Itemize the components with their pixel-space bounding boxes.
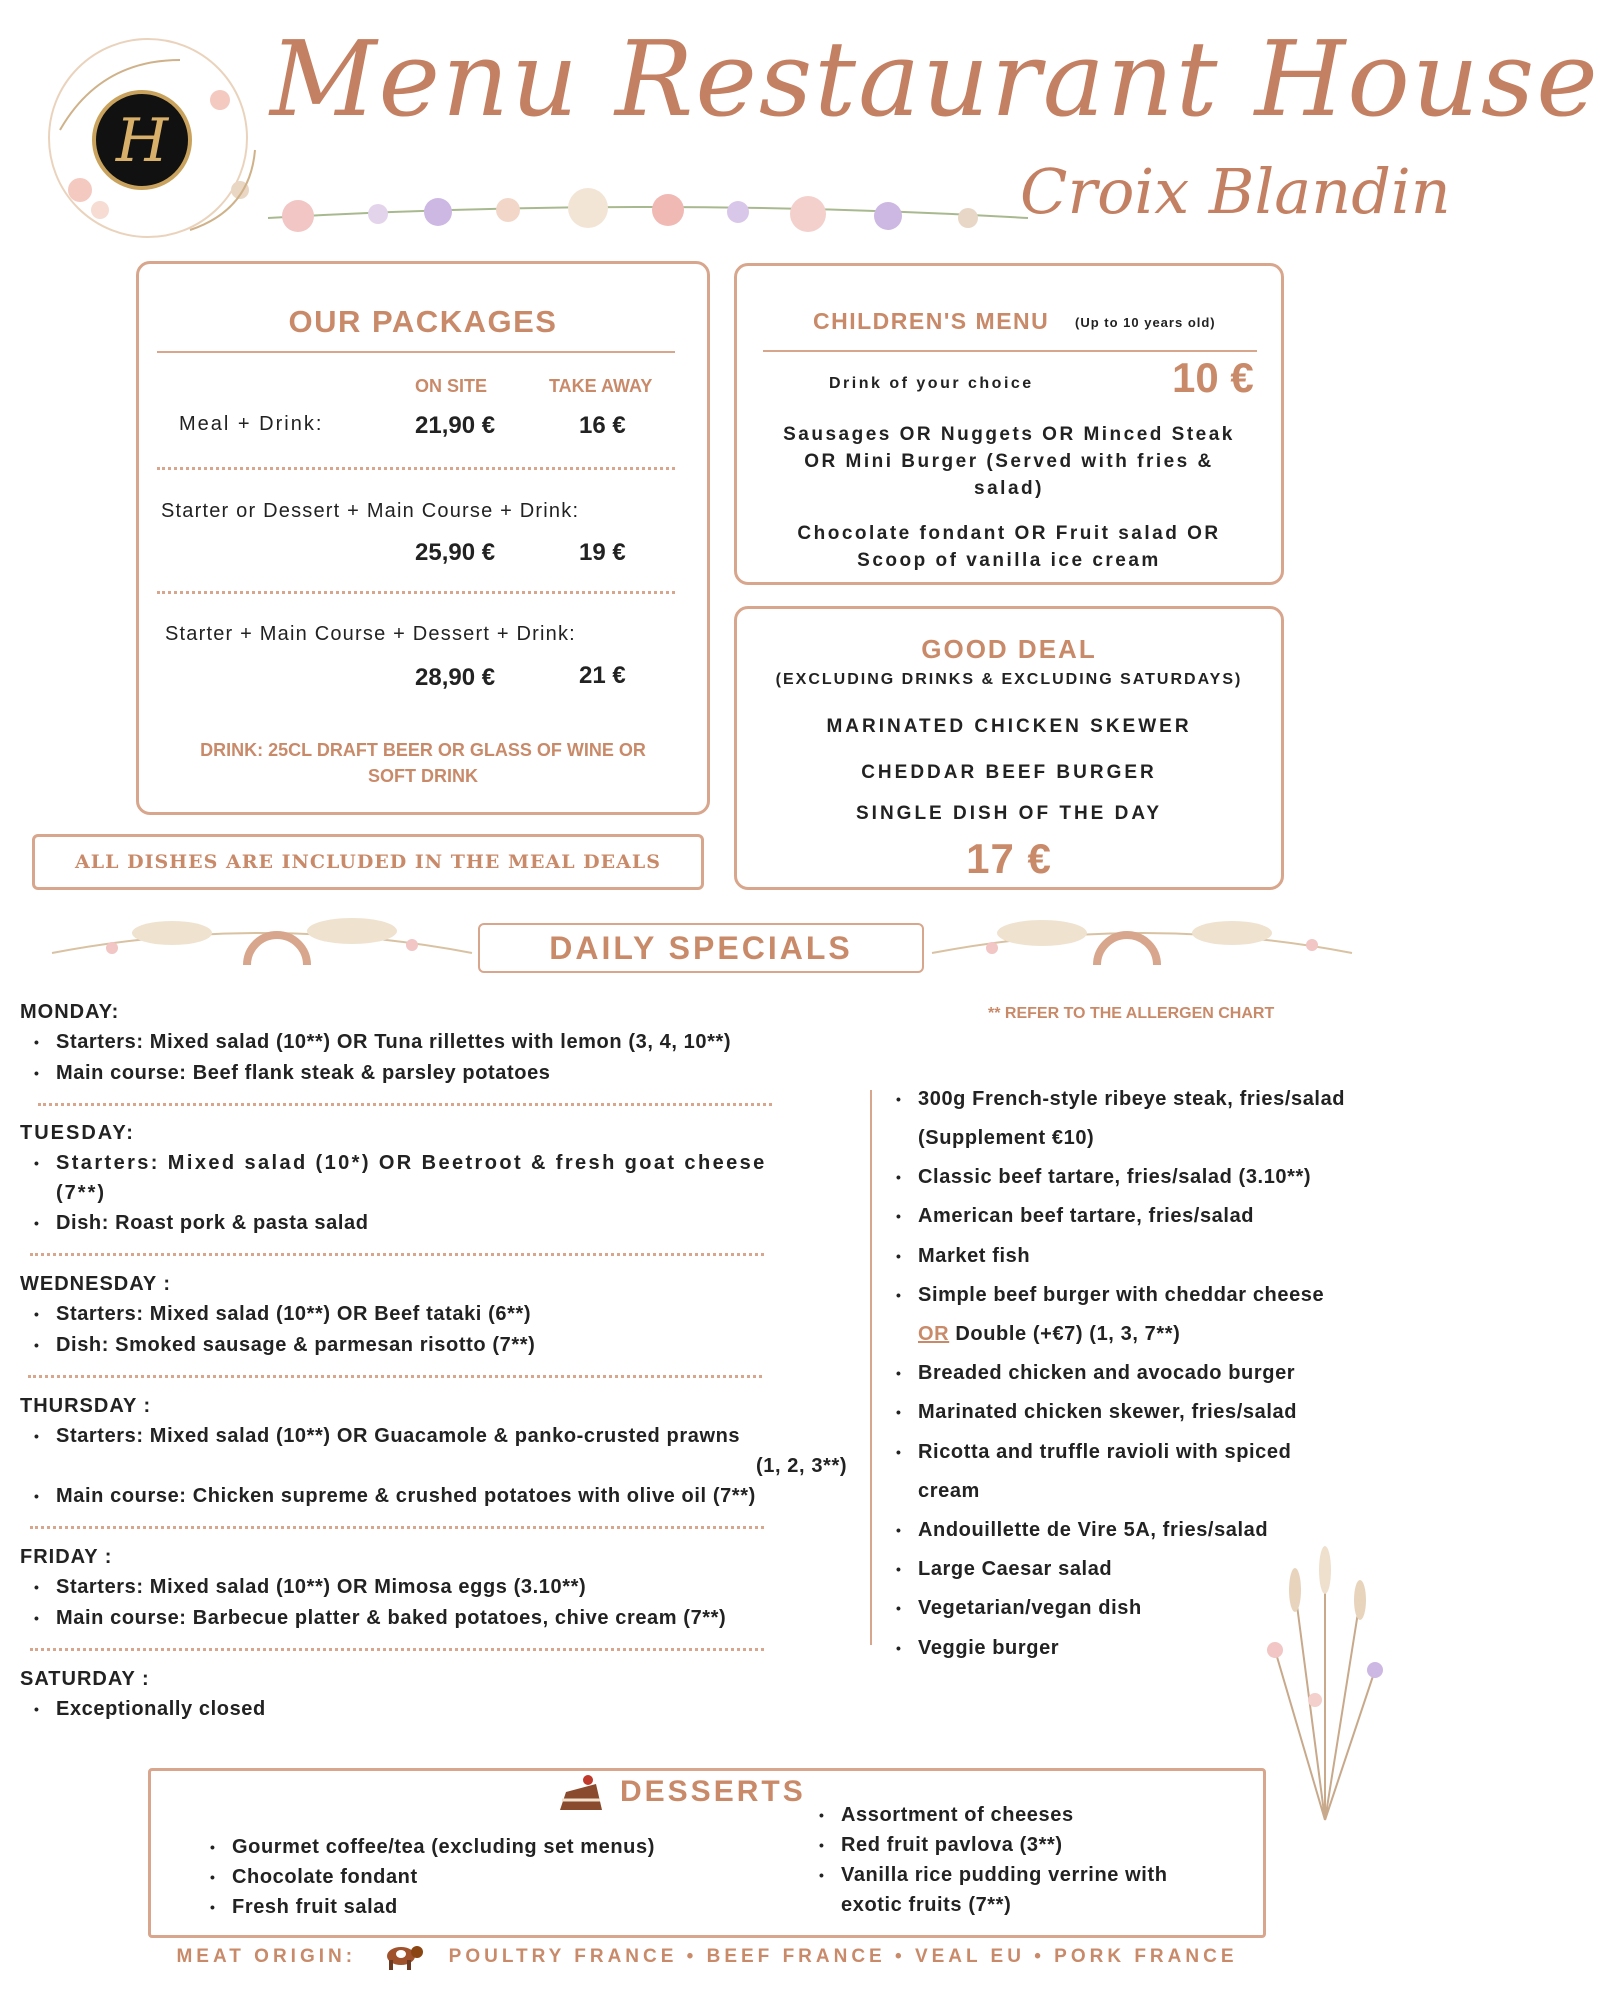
desserts-title: DESSERTS xyxy=(620,1775,806,1808)
list-item: • Simple beef burger with cheddar cheese xyxy=(918,1284,1324,1307)
package-price-on-site: 21,90 € xyxy=(415,412,496,439)
list-item: • Vegetarian/vegan dish xyxy=(918,1597,1142,1620)
included-note-box xyxy=(32,834,704,890)
good-deal-card xyxy=(734,606,1284,890)
col-on-site: ON SITE xyxy=(415,376,488,396)
package-price-on-site: 25,90 € xyxy=(415,539,496,566)
list-item: • Starters: Mixed salad (10**) OR Beef tataki (6**) xyxy=(56,1303,531,1326)
children-age-note: (Up to 10 years old) xyxy=(1075,315,1216,330)
dotted-divider xyxy=(157,467,675,470)
packages-title: OUR PACKAGES xyxy=(288,304,558,339)
list-item: • Starters: Mixed salad (10**) OR Guacamole & panko-crusted prawns xyxy=(56,1425,740,1448)
list-item-continuation: OR Double (+€7) (1, 3, 7**) xyxy=(918,1323,1181,1345)
list-item: • Chocolate fondant xyxy=(232,1866,418,1889)
list-item: • Classic beef tartare, fries/salad (3.10**) xyxy=(918,1166,1311,1189)
daily-specials-title: DAILY SPECIALS xyxy=(478,923,924,973)
list-item: • Ricotta and truffle ravioli with spiced xyxy=(918,1441,1291,1464)
list-item: • Exceptionally closed xyxy=(56,1698,266,1721)
pampas-decoration-icon xyxy=(52,893,472,973)
list-item: • Dish: Roast pork & pasta salad xyxy=(56,1212,369,1235)
children-title: CHILDREN'S MENU xyxy=(813,308,1050,334)
children-drink: Drink of your choice xyxy=(829,375,1034,392)
rainbow-icon xyxy=(247,935,307,965)
dotted-divider xyxy=(28,1375,762,1378)
packages-card xyxy=(136,261,710,815)
vertical-divider xyxy=(870,1090,872,1645)
meat-origin-label: MEAT ORIGIN: xyxy=(176,1946,357,1968)
list-item: • Main course: Beef flank steak & parsley potatoes xyxy=(56,1062,551,1085)
list-item: • Main course: Chicken supreme & crushed potatoes with olive oil (7**) xyxy=(56,1485,756,1508)
list-item-continuation: (Supplement €10) xyxy=(918,1127,1095,1149)
list-item: • Large Caesar salad xyxy=(918,1558,1112,1581)
meat-origin-list: POULTRY FRANCE • BEEF FRANCE • VEAL EU • PORK FRANCE xyxy=(448,1946,1238,1968)
children-price: 10 € xyxy=(1172,354,1254,401)
day-saturday: SATURDAY : xyxy=(20,1668,150,1690)
good-deal-price: 17 € xyxy=(966,835,1052,882)
good-deal-note: (EXCLUDING DRINKS & EXCLUDING SATURDAYS) xyxy=(775,671,1243,688)
col-take-away: TAKE AWAY xyxy=(549,376,653,396)
package-label: Starter + Main Course + Dessert + Drink: xyxy=(165,623,576,645)
list-item: • Market fish xyxy=(918,1245,1030,1268)
children-desserts: Chocolate fondant OR Fruit salad OR Scoop of vanilla ice cream xyxy=(797,523,1221,571)
list-item: • Veggie burger xyxy=(918,1637,1059,1660)
dotted-divider xyxy=(30,1648,764,1651)
list-item-continuation: (1, 2, 3**) xyxy=(756,1455,848,1477)
meat-origin-footer xyxy=(0,1942,1414,1972)
day-wednesday: WEDNESDAY : xyxy=(20,1273,172,1295)
list-item: • Breaded chicken and avocado burger xyxy=(918,1362,1295,1385)
children-menu-card xyxy=(734,263,1284,585)
dried-flower-bouquet-icon xyxy=(1255,1530,1395,1830)
good-deal-item: MARINATED CHICKEN SKEWER xyxy=(826,716,1192,737)
divider xyxy=(157,351,675,353)
cake-icon xyxy=(556,1770,606,1816)
list-item-continuation: (7**) xyxy=(56,1182,107,1204)
good-deal-item: SINGLE DISH OF THE DAY xyxy=(856,803,1162,824)
cow-icon xyxy=(379,1942,425,1972)
page-title: Menu Restaurant House xyxy=(270,18,1600,140)
list-item: • Starters: Mixed salad (10**) OR Mimosa eggs (3.10**) xyxy=(56,1576,586,1599)
list-item: • Vanilla rice pudding verrine with xyxy=(841,1864,1168,1887)
list-item: • American beef tartare, fries/salad xyxy=(918,1205,1254,1228)
list-item: • Starters: Mixed salad (10*) OR Beetroot & fresh goat cheese xyxy=(56,1152,767,1175)
package-price-take-away: 21 € xyxy=(579,662,626,689)
floral-garland-icon xyxy=(268,186,1028,246)
list-item-continuation: cream xyxy=(918,1480,980,1502)
or-link: OR xyxy=(918,1323,950,1345)
dotted-divider xyxy=(30,1253,764,1256)
good-deal-title: GOOD DEAL xyxy=(921,634,1097,664)
list-item: • Marinated chicken skewer, fries/salad xyxy=(918,1401,1297,1424)
drink-note: DRINK: 25CL DRAFT BEER OR GLASS OF WINE OR SOFT DRINK xyxy=(200,740,646,786)
dotted-divider xyxy=(30,1526,764,1529)
good-deal-item: CHEDDAR BEEF BURGER xyxy=(861,762,1157,783)
list-item: • Red fruit pavlova (3**) xyxy=(841,1834,1063,1857)
page-subtitle: Croix Blandin xyxy=(1020,155,1451,228)
dotted-divider xyxy=(38,1103,772,1106)
package-price-take-away: 16 € xyxy=(579,412,626,439)
pampas-decoration-icon xyxy=(932,893,1352,973)
list-item-continuation: exotic fruits (7**) xyxy=(841,1894,1012,1916)
list-item: • Main course: Barbecue platter & baked potatoes, chive cream (7**) xyxy=(56,1607,726,1630)
day-monday: MONDAY: xyxy=(20,1001,120,1023)
list-item: • Dish: Smoked sausage & parmesan risotto (7**) xyxy=(56,1334,535,1357)
list-item: • Starters: Mixed salad (10**) OR Tuna rillettes with lemon (3, 4, 10**) xyxy=(56,1031,731,1054)
package-label: Meal + Drink: xyxy=(179,413,324,435)
package-price-on-site: 28,90 € xyxy=(415,664,496,691)
day-thursday: THURSDAY : xyxy=(20,1395,152,1417)
list-item: • Fresh fruit salad xyxy=(232,1896,398,1919)
divider xyxy=(763,350,1257,352)
package-price-take-away: 19 € xyxy=(579,539,626,566)
list-item: • Gourmet coffee/tea (excluding set menus) xyxy=(232,1836,655,1859)
dotted-divider xyxy=(157,591,675,594)
logo: H xyxy=(92,90,192,190)
children-mains: Sausages OR Nuggets OR Minced Steak OR Mini Burger (Served with fries & salad) xyxy=(783,424,1235,499)
included-note: ALL DISHES ARE INCLUDED IN THE MEAL DEALS xyxy=(75,851,661,873)
list-item: • Andouillette de Vire 5A, fries/salad xyxy=(918,1519,1268,1542)
day-tuesday: TUESDAY: xyxy=(20,1122,135,1144)
package-label: Starter or Dessert + Main Course + Drink: xyxy=(161,500,580,522)
list-item: • 300g French-style ribeye steak, fries/salad xyxy=(918,1088,1345,1111)
rainbow-icon xyxy=(1097,935,1157,965)
allergen-note: ** REFER TO THE ALLERGEN CHART xyxy=(988,1005,1275,1022)
day-friday: FRIDAY : xyxy=(20,1546,113,1568)
list-item: • Assortment of cheeses xyxy=(841,1804,1074,1827)
